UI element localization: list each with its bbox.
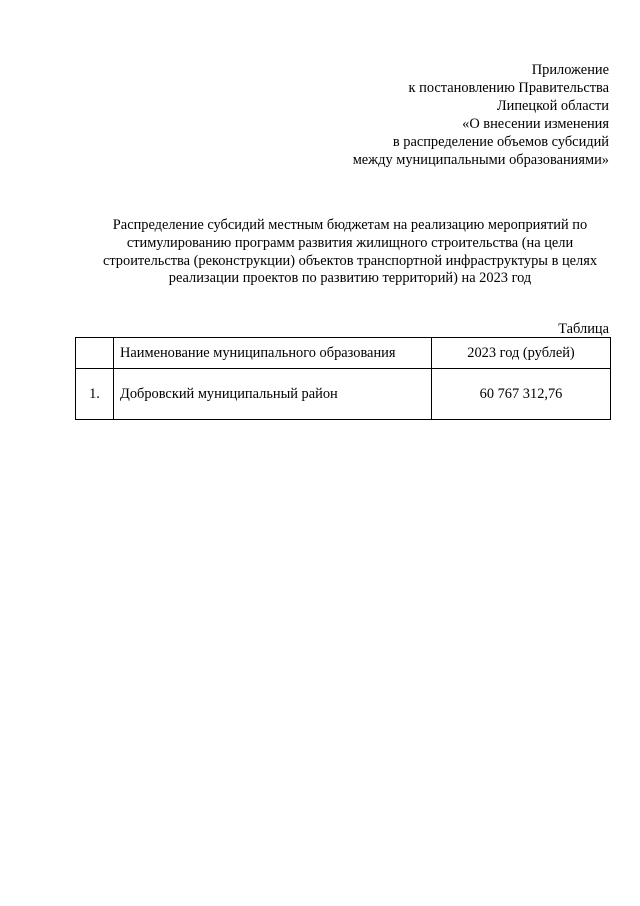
table-header-row bbox=[76, 338, 611, 369]
table-caption: Таблица bbox=[558, 321, 609, 337]
table-row bbox=[76, 369, 611, 420]
document-title bbox=[86, 217, 614, 288]
appendix-line: к постановлению Правительства bbox=[408, 80, 609, 96]
header-cell-municipality: Наименование муниципального образования bbox=[114, 338, 432, 369]
appendix-block bbox=[353, 61, 609, 169]
header-cell-number bbox=[76, 338, 114, 369]
cell-amount: 60 767 312,76 bbox=[432, 369, 611, 420]
document-title-line: стимулированию программ развития жилищного строительства (на цели bbox=[126, 234, 574, 251]
appendix-line: «О внесении изменения bbox=[462, 116, 609, 132]
document-title-line: строительства (реконструкции) объектов транспортной инфраструктуры в целях bbox=[102, 252, 598, 269]
appendix-line: Липецкой области bbox=[496, 98, 609, 114]
header-cell-amount: 2023 год (рублей) bbox=[432, 338, 611, 369]
subsidy-table bbox=[75, 337, 611, 420]
appendix-line: в распределение объемов субсидий bbox=[392, 134, 609, 150]
document-title-line: реализации проектов по развитию территорий) на 2023 год bbox=[168, 270, 532, 287]
appendix-line: между муниципальными образованиями» bbox=[352, 152, 609, 168]
document-title-line: Распределение субсидий местным бюджетам на реализацию мероприятий по bbox=[112, 217, 588, 233]
cell-number: 1. bbox=[76, 369, 114, 420]
appendix-line: Приложение bbox=[531, 62, 609, 78]
cell-municipality: Добровский муниципальный район bbox=[114, 369, 432, 420]
